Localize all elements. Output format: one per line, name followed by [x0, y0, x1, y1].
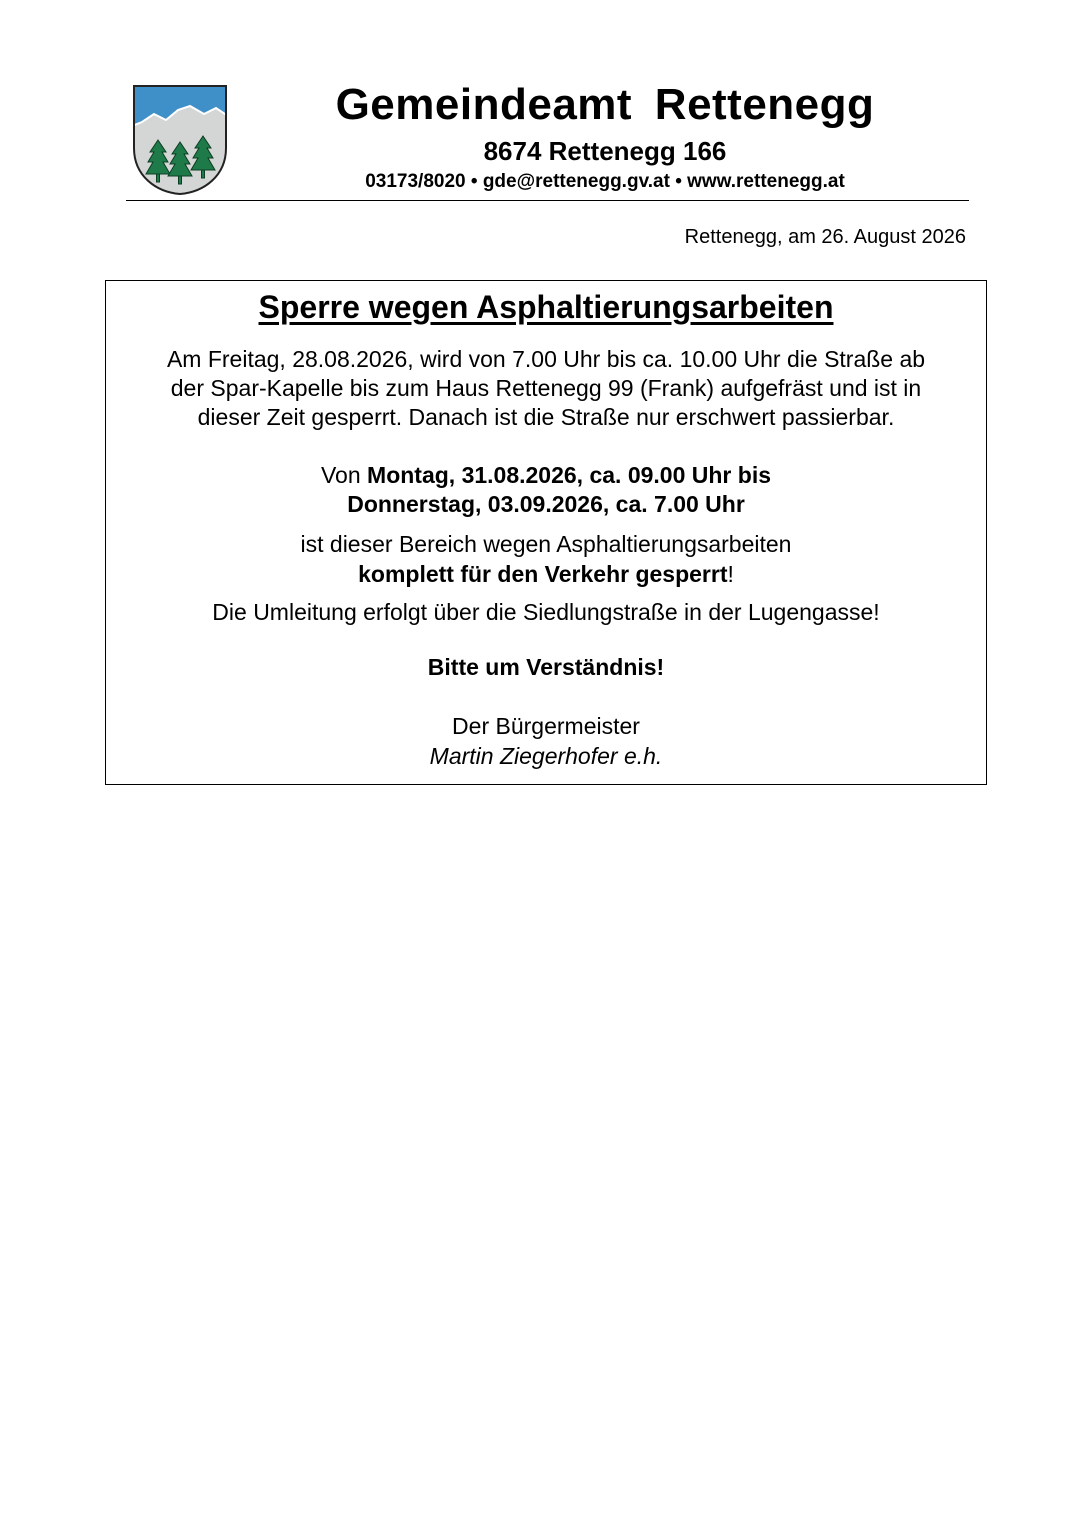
- closure-punctuation: !: [727, 561, 734, 587]
- closure-emphasis: komplett für den Verkehr gesperrt: [358, 561, 728, 587]
- notice-box: [105, 280, 987, 785]
- signature-block: [106, 711, 986, 771]
- signature-role: Der Bürgermeister: [452, 713, 640, 739]
- intro-line: dieser Zeit gesperrt. Danach ist die Straße nur erschwert passierbar.: [197, 404, 895, 430]
- closure-period: [106, 461, 986, 519]
- period-end: Donnerstag, 03.09.2026, ca. 7.00 Uhr: [347, 491, 745, 517]
- request-line: Bitte um Verständnis!: [427, 654, 665, 680]
- organization-address: 8674 Rettenegg 166: [483, 136, 727, 166]
- notice-paragraph-intro: [126, 345, 966, 432]
- signature-name: Martin Ziegerhofer e.h.: [429, 743, 663, 769]
- detour-info: Die Umleitung erfolgt über die Siedlungstraße in der Lugengasse!: [212, 599, 880, 625]
- period-start: Montag, 31.08.2026, ca. 09.00 Uhr bis: [367, 462, 772, 488]
- closure-line: ist dieser Bereich wegen Asphaltierungsarbeiten: [300, 531, 792, 557]
- contact-line: [240, 168, 970, 196]
- letterhead: [240, 78, 970, 196]
- period-start-line: [106, 461, 986, 490]
- bullet-separator: •: [470, 171, 478, 192]
- phone-number: 03173/8020: [365, 171, 466, 192]
- period-prefix: Von: [320, 462, 368, 488]
- intro-line: der Spar-Kapelle bis zum Haus Rettenegg 99 (Frank) aufgefräst und ist in: [170, 375, 922, 401]
- bullet-separator: •: [675, 171, 682, 192]
- notice-title: Sperre wegen Asphaltierungsarbeiten: [258, 289, 834, 325]
- coat-of-arms-logo: [132, 84, 228, 196]
- website-address: www.rettenegg.at: [687, 171, 845, 192]
- document-date: Rettenegg, am 26. August 2026: [684, 226, 966, 248]
- intro-line: Am Freitag, 28.08.2026, wird von 7.00 Uhr bis ca. 10.00 Uhr die Straße ab: [166, 346, 926, 372]
- organization-name: Gemeindeamt Rettenegg: [335, 80, 875, 129]
- email-address: gde@rettenegg.gv.at: [482, 171, 670, 192]
- closure-emphasis-line: [106, 559, 986, 589]
- closure-statement: [106, 529, 986, 589]
- header-divider: [126, 200, 969, 201]
